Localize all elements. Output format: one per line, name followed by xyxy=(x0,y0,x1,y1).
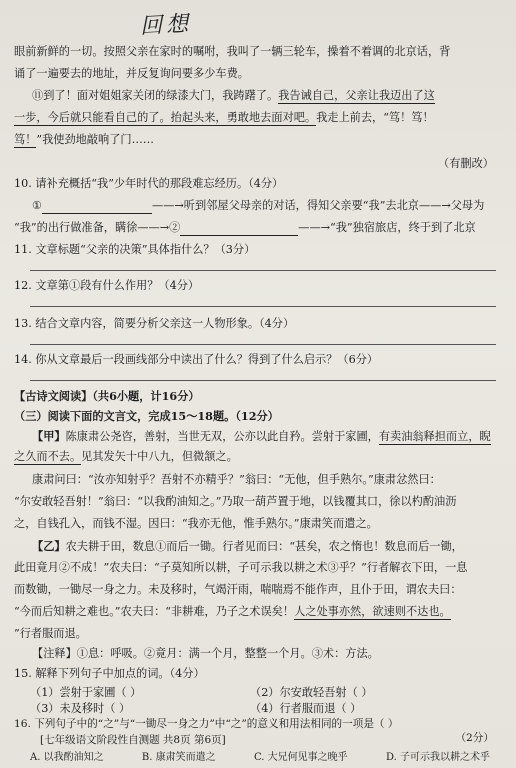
q15-item: （3）未及移时（ ） xyxy=(30,702,131,715)
passage-line: 一步，今后就只能看自己的了。抬起头来，勇敢地去面对吧。我走上前去，“笃！笃！ xyxy=(14,111,434,124)
passage-line: 诵了一遍要去的地址，并反复询问要多少车费。 xyxy=(14,67,249,80)
passage-line: 笃！”我使劲地敲响了门…… xyxy=(14,133,154,146)
text-yi: “今而后知耕之难也。”农夫曰：“非耕难，乃子之术误矣！人之处事亦然，欲速则不达也。 xyxy=(14,605,451,618)
q16-option: C. 大兄何见事之晚乎 xyxy=(253,752,348,763)
page-footer: [七年级语文阶段性自测题 共8页 第6页] xyxy=(40,734,226,746)
answer-line xyxy=(30,306,496,307)
question-15: 15. 解释下列句子中加点的词。（4分） xyxy=(14,667,205,680)
q16-option: B. 康肃笑而遣之 xyxy=(141,752,216,763)
question-10: 10. 请补充概括“我”少年时代的那段难忘经历。（4分） xyxy=(14,177,284,190)
q16-options xyxy=(30,748,490,763)
q15-item: （1）尝射于家圃（ ） xyxy=(30,686,142,699)
passage-line: ⑪到了！面对姐姐家关闭的绿漆大门，我踌躇了。我告诫自己，父亲让我迈出了这 xyxy=(32,89,435,102)
section-title: 【古诗文阅读】（共6小题，计16分） xyxy=(14,389,200,403)
q15-item: （4）行者服而退（ ） xyxy=(250,702,362,715)
question-11: 11. 文章标题“父亲的决策”具体指什么？（3分） xyxy=(14,243,256,256)
question-10-flow-2: “我”的出行做准备，瞒徐——→② ——→“我”独宿旅店，终于到了北京 xyxy=(14,221,476,234)
text-jia: 康肃问曰：“汝亦知射乎？吾射不亦精乎？”翁曰：“无他，但手熟尔。”康肃忿然曰： xyxy=(32,473,441,486)
q16-option: D. 子可示我以耕之术乎 xyxy=(385,752,490,763)
text-jia: “尔安敢轻吾射！”翁曰：“以我酌油知之。”乃取一葫芦置于地，以钱覆其口，徐以杓酌油沥 xyxy=(14,495,457,508)
question-10-flow-1: ① ——→听到邻屋父母亲的对话，得知父亲要“我”去北京——→父母为 xyxy=(32,199,485,212)
question-13: 13. 结合文章内容，简要分析父亲这一人物形象。（4分） xyxy=(14,317,295,330)
q16-score: （2分） xyxy=(455,732,494,744)
answer-line xyxy=(30,270,496,271)
part-title: （三）阅读下面的文言文，完成15～18题。（12分） xyxy=(14,409,279,423)
text-yi: ”行者服而退。 xyxy=(14,627,87,640)
answer-line xyxy=(30,380,496,381)
question-14: 14. 你从文章最后一段画线部分中读出了什么？得到了什么启示？（6分） xyxy=(14,353,379,366)
text-jia: 之，自钱孔入，而钱不湿。因曰：“我亦无他，惟手熟尔。”康肃笑而遣之。 xyxy=(14,517,378,530)
answer-line xyxy=(30,344,496,345)
passage-line: 眼前新鲜的一切。按照父亲在家时的嘱咐，我叫了一辆三轮车，操着不着调的北京话，背 xyxy=(14,45,451,58)
question-16: 16. 下列句子中的“之”与“一锄尽一身之力”中“之”的意义和用法相同的一项是（ ） xyxy=(14,718,399,730)
text-yi: 此田竟月②不成！”农夫曰：“子莫知所以耕，子可示我以耕之术③乎？”行者解衣下田，一息 xyxy=(14,561,468,574)
q16-option: A. 以我酌油知之 xyxy=(30,752,104,763)
q15-item: （2）尔安敢轻吾射（ ） xyxy=(250,686,373,699)
handwritten-note: 回想 xyxy=(139,11,193,40)
annotation-note: 【注释】①息：呼吸。②竟月：满一个月，整整一个月。③术：方法。 xyxy=(32,647,379,660)
text-jia: 【甲】陈康肃公尧咨，善射，当世无双，公亦以此自矜。尝射于家圃，有卖油翁释担而立，睨 xyxy=(32,429,491,443)
text-yi: 【乙】农夫耕于田，数息①而后一锄。行者见而曰：“甚矣，农之惰也！数息而后一锄， xyxy=(32,539,463,553)
text-jia: 之久而不去。见其发矢十中八九，但微颔之。 xyxy=(14,450,238,463)
text-yi: 而数锄，一锄尽一身之力。未及移时，气竭汗雨，喘喘焉不能作声，且仆于田，谓农夫曰： xyxy=(14,583,462,596)
question-12: 12. 文章第①段有什么作用？（4分） xyxy=(14,279,200,292)
attribution: （有删改） xyxy=(438,157,494,170)
